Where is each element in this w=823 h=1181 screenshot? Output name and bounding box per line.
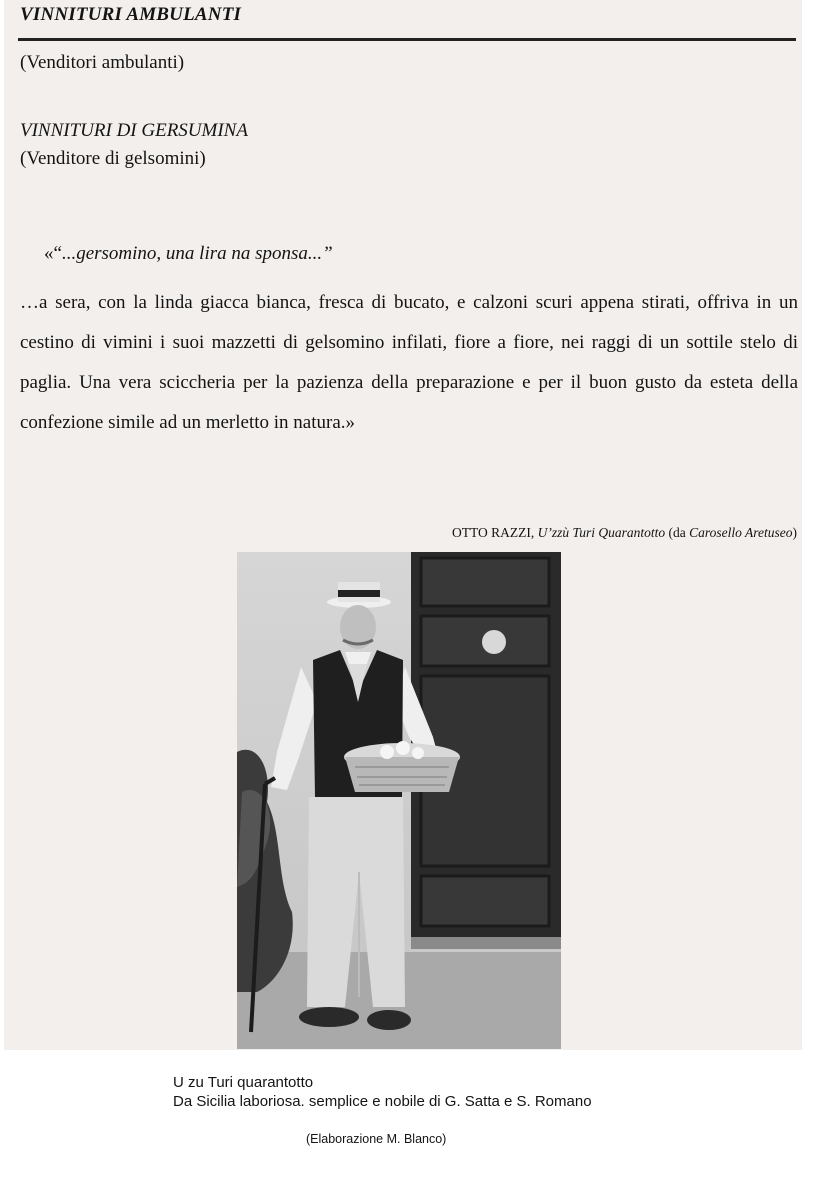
attribution — [452, 525, 797, 541]
quote-body: …a sera, con la linda giacca bianca, fresca di bucato, e calzoni scuri appena stirati, offriva in un cestino di vimini i suoi mazzetti di gelsomino infilati, fiore a fiore, nei raggi di un sottile stelo di paglia. Una vera sciccheria per la pazienza della preparazione e per il buon gusto da esteta della confezione simile ad un merletto in natura.» — [20, 292, 798, 433]
caption-credit: (Elaborazione M. Blanco) — [306, 1132, 447, 1146]
caption-source: Da Sicilia laboriosa. semplice e nobile di G. Satta e S. Romano — [173, 1093, 592, 1110]
header-divider — [18, 38, 796, 41]
quote-open-text: ...gersomino, una lira na sponsa...” — [61, 243, 333, 264]
section-title: VINNITURI DI GERSUMINA — [20, 120, 248, 141]
page-subtitle: (Venditori ambulanti) — [20, 52, 185, 73]
attribution-source: Carosello Aretuseo — [689, 525, 793, 540]
vendor-photo — [237, 552, 561, 1049]
caption-title: U zu Turi quarantotto — [173, 1074, 314, 1091]
attribution-author: OTTO RAZZI, — [451, 525, 538, 540]
section-subtitle: (Venditore di gelsomini) — [20, 148, 206, 169]
quote-opening — [44, 243, 333, 265]
header-title: VINNITURI AMBULANTI — [20, 4, 242, 25]
attribution-work: U’zzù Turi Quarantotto — [537, 525, 666, 540]
attribution-source-prefix: (da — [665, 525, 690, 540]
quote-open-marks: «“ — [44, 243, 62, 264]
attribution-source-suffix: ) — [792, 525, 797, 540]
